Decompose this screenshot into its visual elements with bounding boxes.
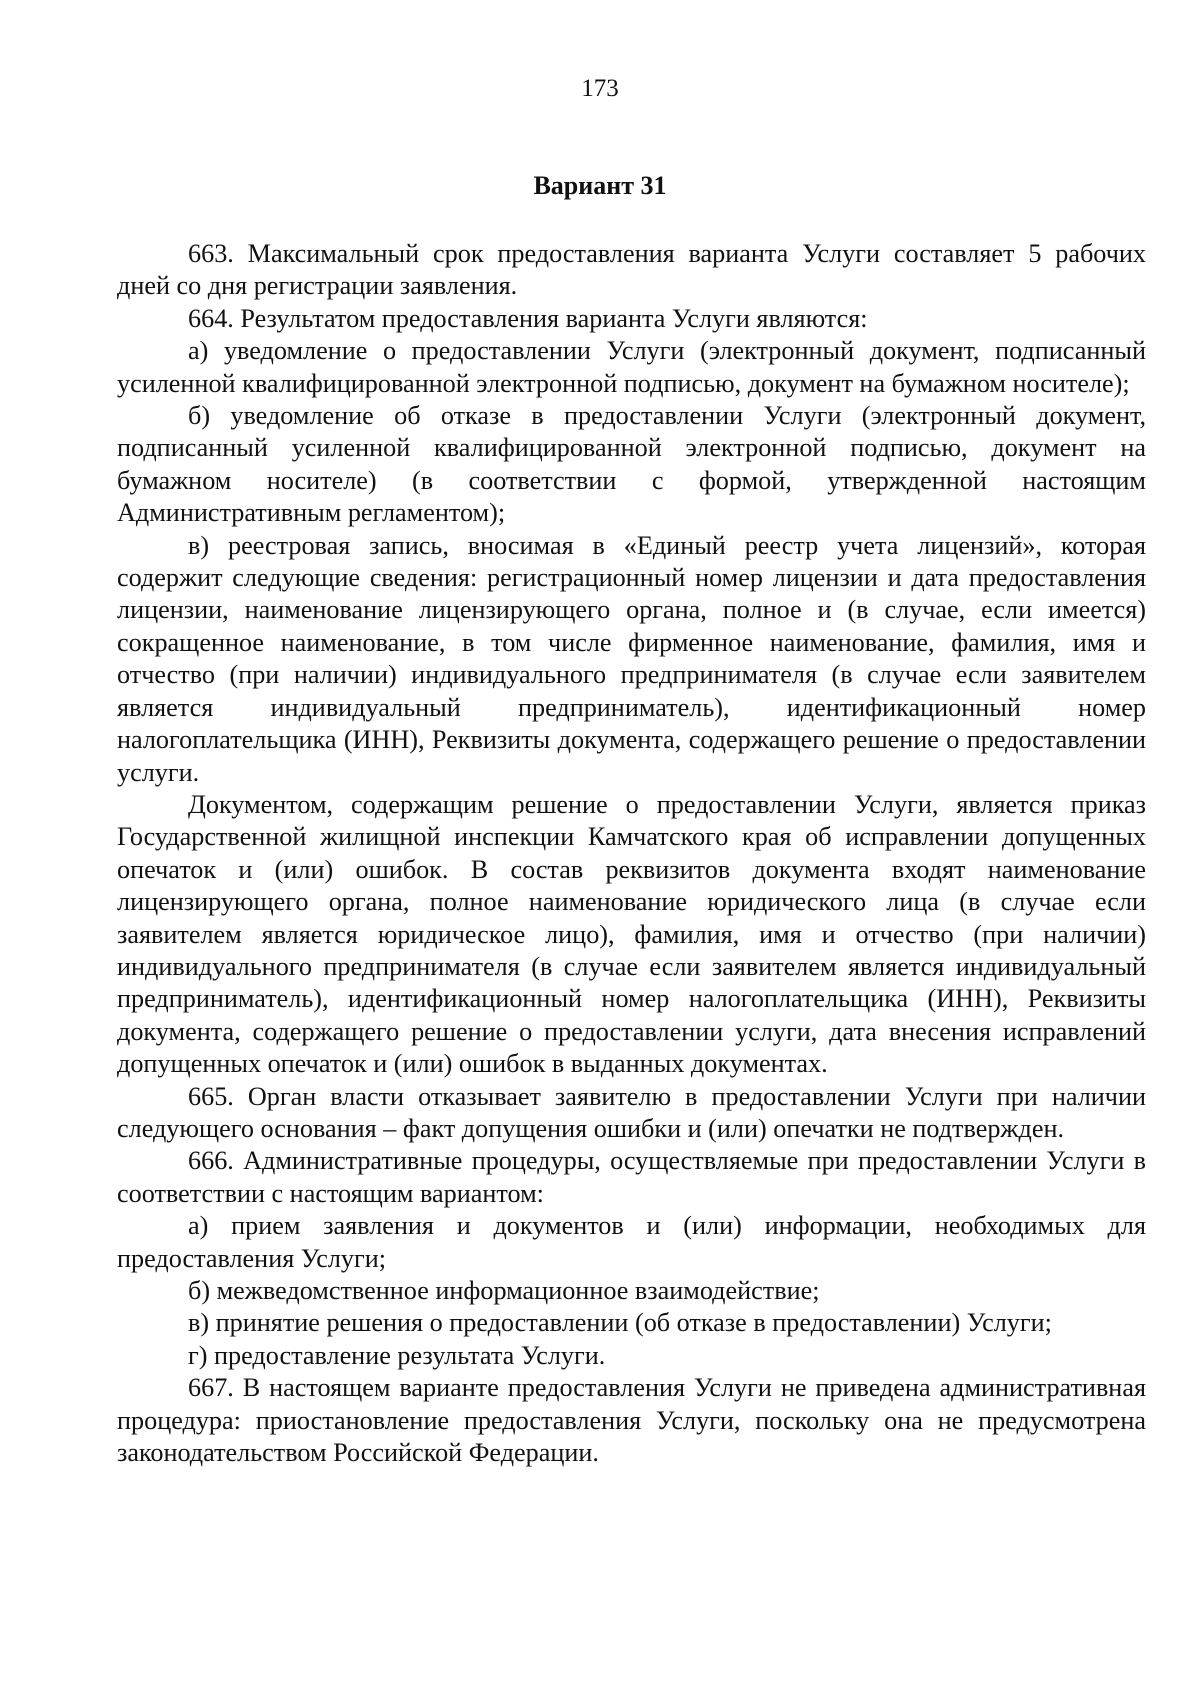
list-item-666-b: б) межведомственное информационное взаимодействие; [188,1276,820,1305]
paragraph-665: 665. Орган власти отказывает заявителю в предоставлении Услуги при наличии следующего основания – факт допущения ошибки и (или) опечатки не подтвержден. [117,1081,1146,1143]
paragraph-663: 663. Максимальный срок предоставления варианта Услуги составляет 5 рабочих дней со дня регистрации заявления. [117,239,1146,301]
list-item-666-g: г) предоставление результата Услуги. [188,1340,606,1370]
paragraph-666: 666. Административные процедуры, осуществляемые при предоставлении Услуги в соответствии с настоящим вариантом: [117,1146,1146,1208]
list-item-664-b: б) уведомление об отказе в предоставлении Услуги (электронный документ, подписанный усиленной квалифицированной электронной подписью, документ на бумажном носителе) (в соответствии с формой, утвержденной настоящим Административным регламентом); [117,401,1146,528]
paragraph-664: 664. Результатом предоставления варианта Услуги являются: [188,303,868,333]
list-item-664-v: в) реестровая запись, вносимая в «Единый реестр учета лицензий», которая содержит следующие сведения: регистрационный номер лицензии и дата предоставления лицензии, наименование лицензирующего органа, полное и (в случае, если имеется) сокращенное наименование, в том числе фирменное наименование, фамилия, имя и отчество (при наличии) индивидуального предпринимателя (в случае если заявителем является индивидуальный предприниматель), идентификационный номер налогоплательщика (ИНН), Реквизиты документа, содержащего решение о предоставлении услуги. [117,530,1146,787]
list-item-666-v: в) принятие решения о предоставлении (об отказе в предоставлении) Услуги; [188,1308,1052,1338]
list-item-666-a: а) прием заявления и документов и (или) информации, необходимых для предоставления Услуги; [117,1211,1146,1273]
list-item-664-a: а) уведомление о предоставлении Услуги (электронный документ, подписанный усиленной квалифицированной электронной подписью, документ на бумажном носителе); [117,336,1146,398]
section-heading: Вариант 31 [533,171,667,200]
page-number: 173 [581,75,619,102]
paragraph-667: 667. В настоящем варианте предоставления Услуги не приведена административная процедура: приостановление предоставления Услуги, поскольку она не предусмотрена законодательством Российской Федерации. [117,1373,1146,1468]
paragraph-decision-document: Документом, содержащим решение о предоставлении Услуги, является приказ Государственной жилищной инспекции Камчатского края об исправлении допущенных опечаток и (или) ошибок. В состав реквизитов документа входят наименование лицензирующего органа, полное наименование юридического лица (в случае если заявителем является юридическое лицо), фамилия, имя и отчество (при наличии) индивидуального предпринимателя (в случае если заявителем является индивидуальный предприниматель), идентификационный номер налогоплательщика (ИНН), Реквизиты документа, содержащего решение о предоставлении услуги, дата внесения исправлений допущенных опечаток и (или) ошибок в выданных документах. [117,789,1146,1079]
document-body [117,238,1146,1469]
